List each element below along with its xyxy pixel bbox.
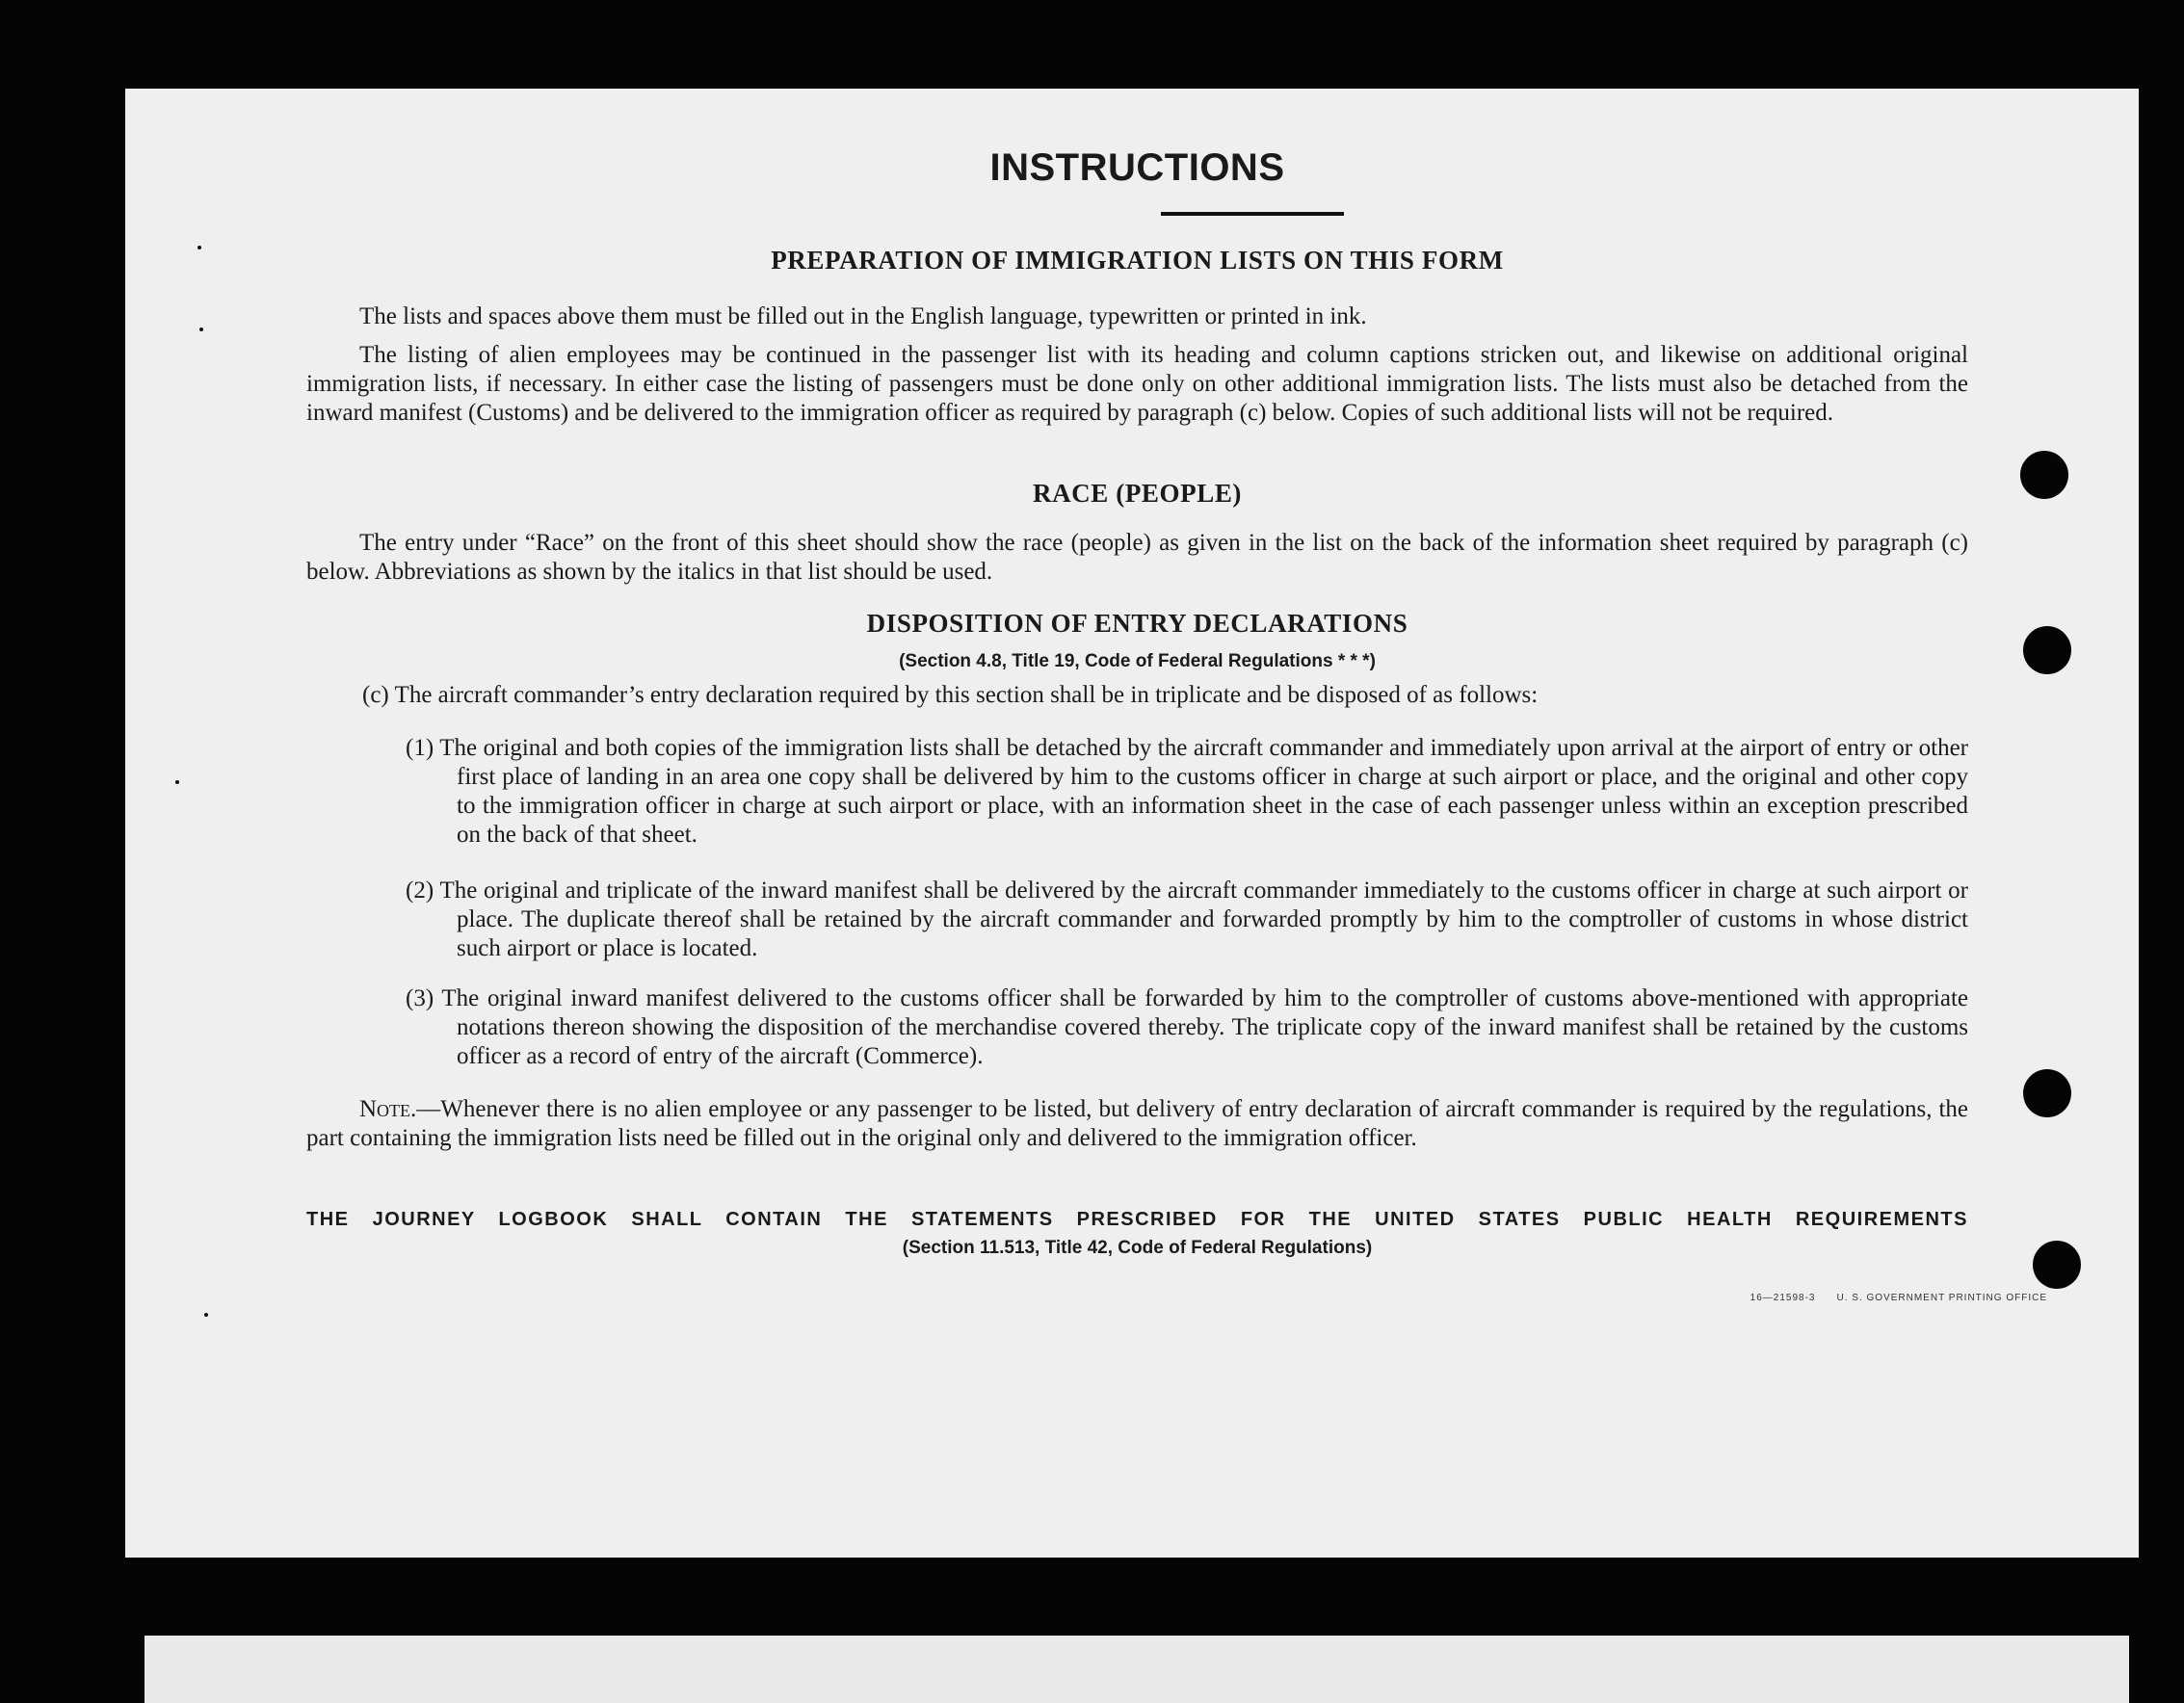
heading-preparation: PREPARATION OF IMMIGRATION LISTS ON THIS FORM bbox=[771, 246, 1504, 275]
heading-disposition: DISPOSITION OF ENTRY DECLARATIONS bbox=[866, 609, 1408, 638]
note-label: Note. bbox=[359, 1096, 417, 1122]
next-page-edge bbox=[145, 1636, 2129, 1703]
subheading-section-4-8: (Section 4.8, Title 19, Code of Federal Regulations * * *) bbox=[899, 651, 1376, 671]
para-lists-language: The lists and spaces above them must be filled out in the English language, typewritten or printed in ink. bbox=[359, 303, 1367, 329]
form-page bbox=[125, 89, 2139, 1558]
punch-hole bbox=[2023, 1069, 2071, 1117]
note-paragraph bbox=[306, 1095, 1968, 1153]
para-alien-employees: The listing of alien employees may be continued in the passenger list with its heading and column captions stricken out, and likewise on additional original immigration lists, if necessary. In either case the listing of passengers must be done only on other additional immigration lists. The lists must also be detached from the inward manifest (Customs) and be delivered to the immigration officer as required by paragraph (c) below. Copies of such additional lists will not be required. bbox=[306, 342, 1968, 426]
printer-imprint bbox=[1750, 1293, 2047, 1303]
speck bbox=[197, 246, 201, 249]
item-2: (2) The original and triplicate of the inward manifest shall be delivered by the aircraft commander immediately to the customs officer in charge at such airport or place. The duplicate thereof shall be retained by the aircraft commander and forwarded promptly by him to the comptroller of customs in whose district such airport or place is located. bbox=[406, 878, 1968, 961]
heading-race: RACE (PEOPLE) bbox=[1032, 479, 1243, 508]
journey-logbook-line: THE JOURNEY LOGBOOK SHALL CONTAIN THE STATEMENTS PRESCRIBED FOR THE UNITED STATES PUBLIC HEALTH REQUIREMENTS bbox=[306, 1209, 1968, 1230]
paragraph-c: (c) The aircraft commander’s entry declaration required by this section shall be in triplicate and be disposed of as follows: bbox=[362, 682, 1539, 708]
printer-code: 16—21598-3 bbox=[1750, 1293, 1816, 1303]
page-title: INSTRUCTIONS bbox=[989, 146, 1285, 189]
item-3: (3) The original inward manifest delivered to the customs officer shall be forwarded by him to the comptroller of customs above-mentioned with appropriate notations thereon showing the disposition of the merchandise covered thereby. The triplicate copy of the inward manifest shall be retained by the customs officer as a record of entry of the aircraft (Commerce). bbox=[406, 985, 1968, 1069]
speck bbox=[204, 1313, 208, 1317]
punch-hole bbox=[2033, 1241, 2081, 1289]
speck bbox=[199, 328, 203, 331]
note-text: —Whenever there is no alien employee or any passenger to be listed, but delivery of entry declaration of aircraft commander is required by the regulations, the part containing the immigration lists need be filled out in the original only and delivered to the immigration officer. bbox=[306, 1096, 1968, 1151]
printer-office: U. S. GOVERNMENT PRINTING OFFICE bbox=[1836, 1293, 2047, 1303]
punch-hole bbox=[2023, 626, 2071, 674]
item-1: (1) The original and both copies of the immigration lists shall be detached by the aircraft commander and immediately upon arrival at the airport of entry or other first place of landing in an area one copy shall be delivered by him to the customs officer in charge at such airport or place, and the original and other copy to the immigration officer in charge at such airport or place, with an information sheet in the case of each passenger unless within an exception prescribed on the back of that sheet. bbox=[406, 735, 1968, 848]
speck bbox=[175, 780, 179, 784]
title-rule bbox=[1161, 212, 1344, 216]
para-race: The entry under “Race” on the front of this sheet should show the race (people) as given in the list on the back of the information sheet required by paragraph (c) below. Abbreviations as shown by the italics in that list should be used. bbox=[306, 530, 1968, 585]
journey-section: (Section 11.513, Title 42, Code of Federal Regulations) bbox=[902, 1238, 1373, 1258]
punch-hole bbox=[2020, 451, 2068, 499]
